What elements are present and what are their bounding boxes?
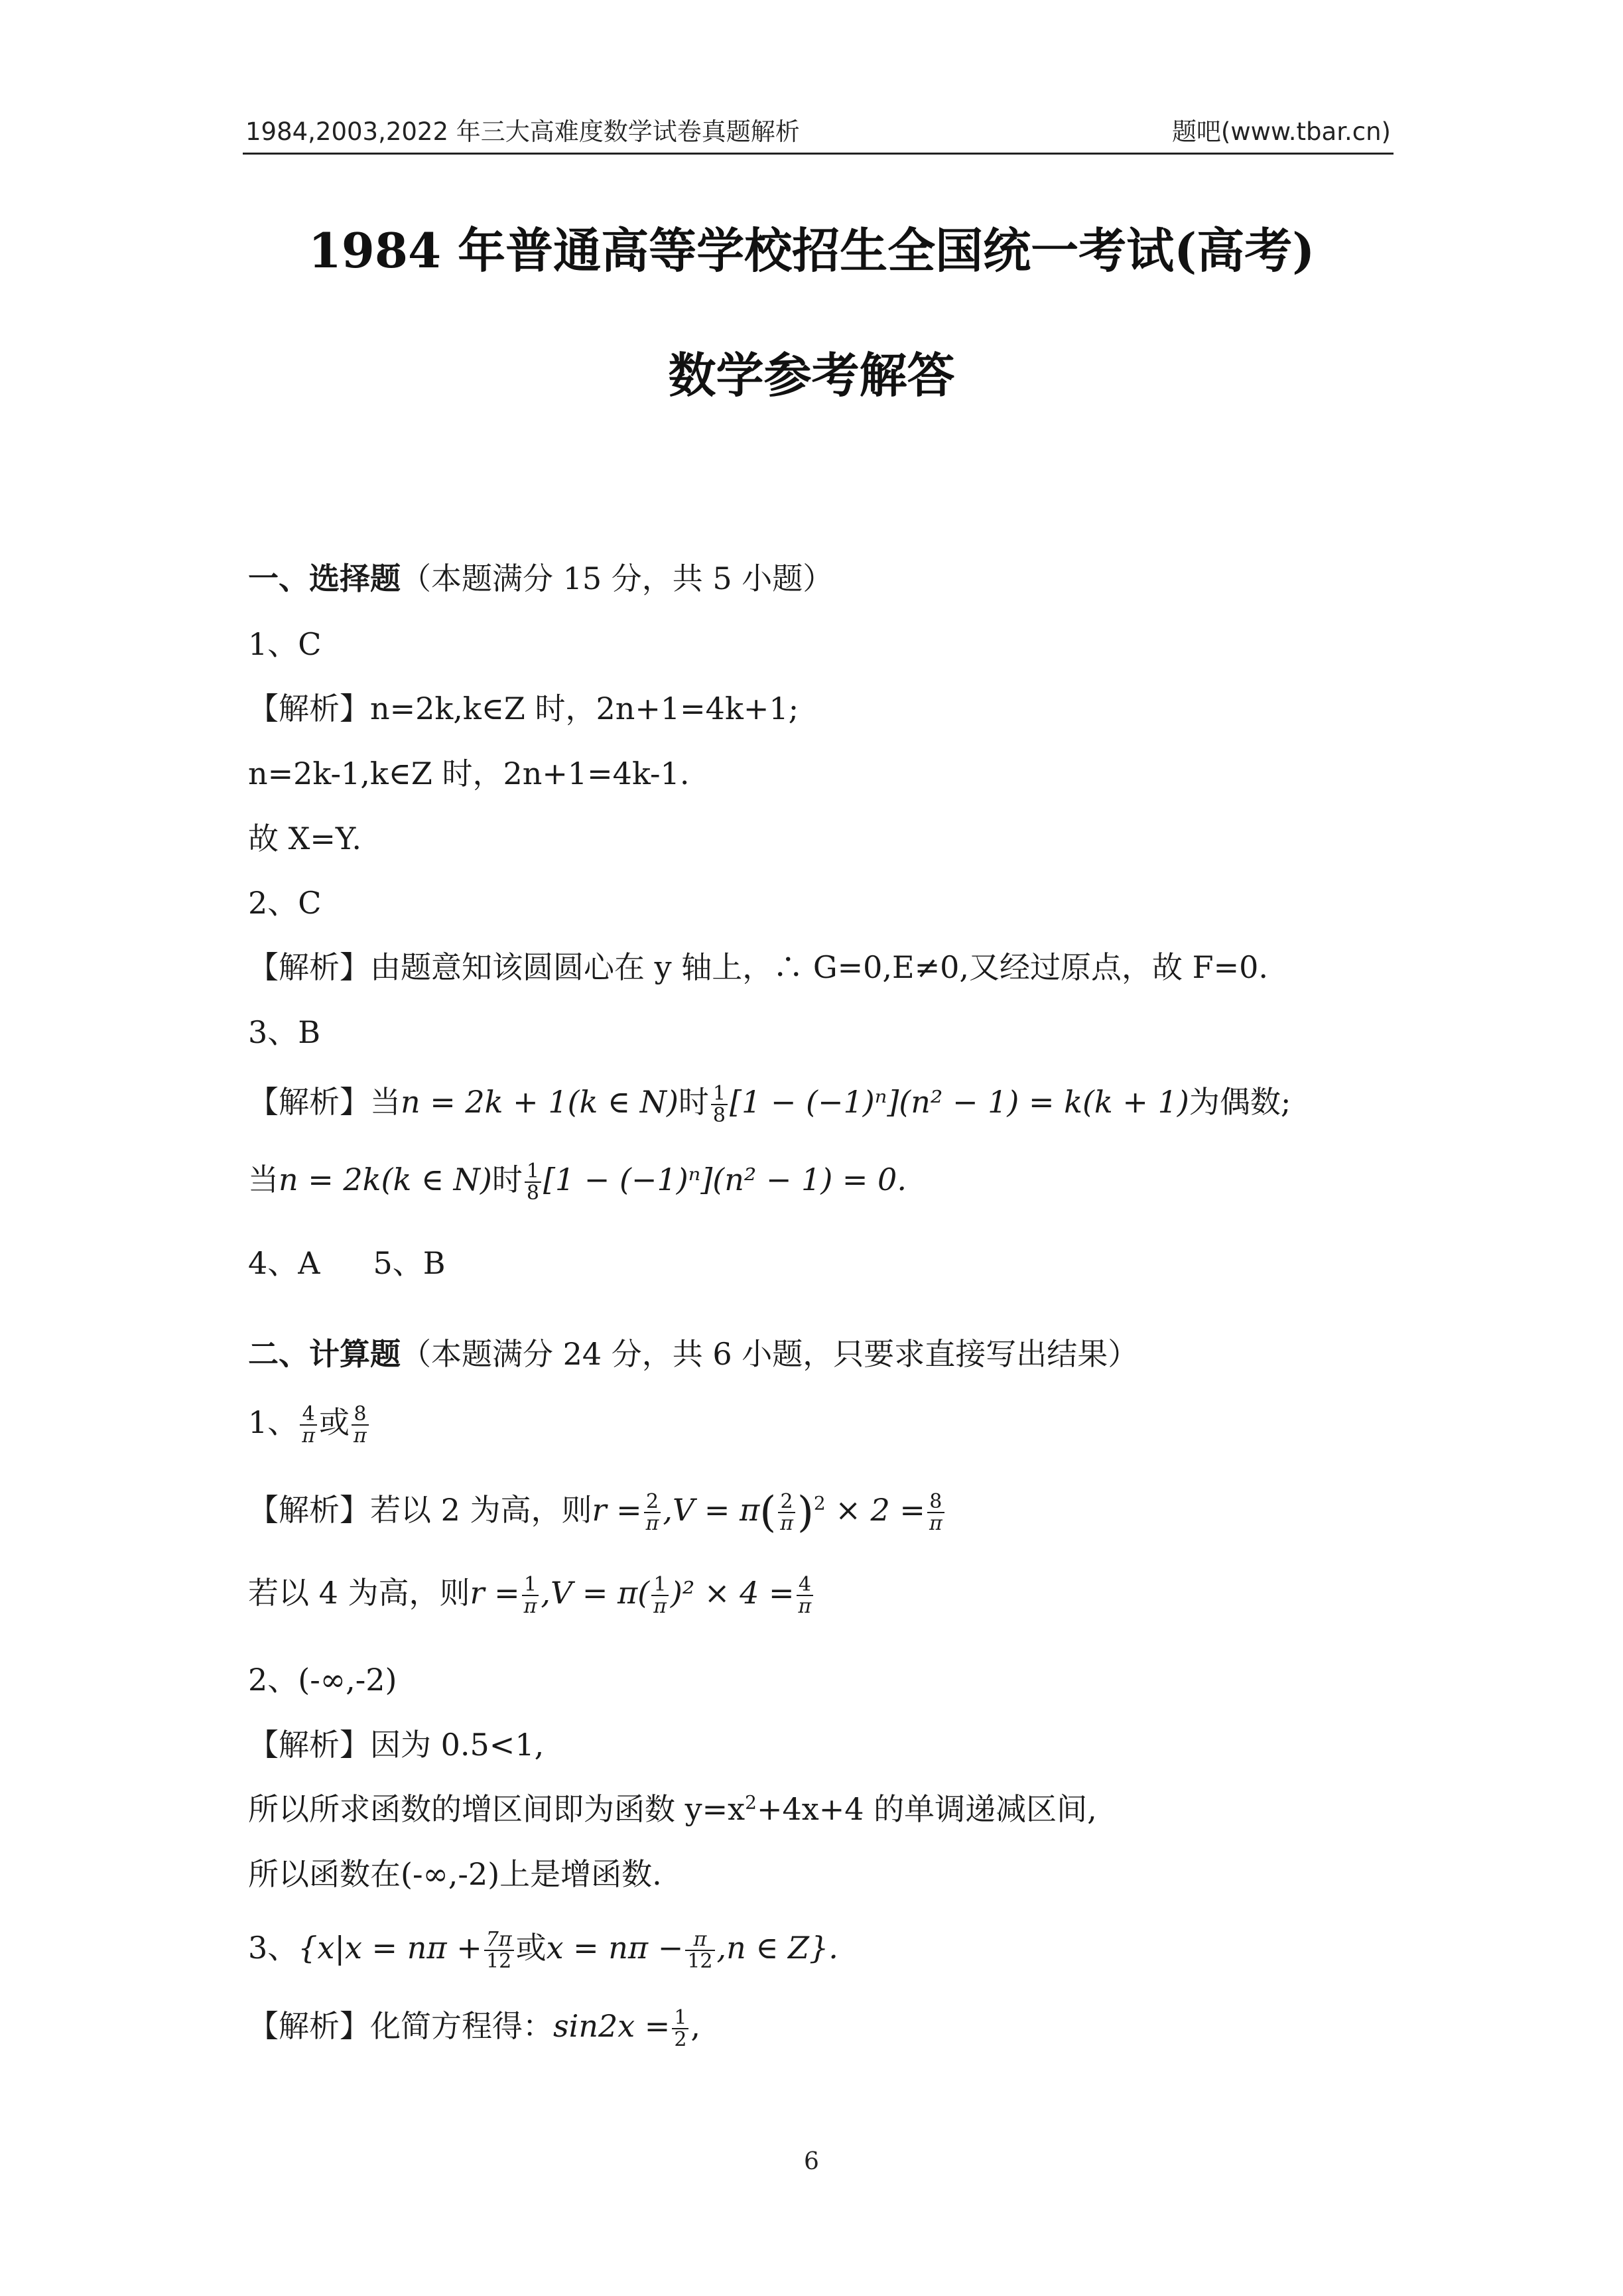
fraction — [525, 1161, 541, 1204]
text: +4x+4 的单调递减区间, — [756, 1791, 1097, 1827]
text: 或 — [515, 1930, 547, 1966]
fraction — [927, 1491, 944, 1534]
frac-den: 8 — [712, 1104, 726, 1127]
s2-q2-analysis — [248, 1721, 544, 1765]
text: 为偶数; — [1189, 1084, 1291, 1120]
math: r = — [592, 1492, 642, 1528]
frac-num: 8 — [352, 1404, 369, 1426]
text: 化简方程得： — [370, 2008, 553, 2044]
frac-den: π — [645, 1512, 659, 1535]
fraction — [352, 1404, 369, 1447]
s1-q4-q5-answers — [248, 1239, 446, 1283]
fraction — [651, 1574, 669, 1617]
frac-den: π — [929, 1512, 942, 1535]
main-title: 1984 年普通高等学校招生全国统一考试(高考) — [308, 222, 1315, 279]
analysis-label: 【解析】 — [248, 691, 370, 726]
text: 3、 — [248, 1930, 298, 1966]
s2-q1-analysis-line2 — [248, 1569, 815, 1617]
frac-num: 1 — [711, 1083, 728, 1106]
s1-q3-analysis — [248, 1078, 1291, 1126]
s1-q2-analysis — [248, 943, 1268, 987]
frac-den: 12 — [687, 1950, 713, 1973]
section1-note: （本题满分 15 分，共 5 小题） — [401, 561, 834, 596]
frac-num: 4 — [300, 1404, 317, 1426]
section2-heading — [248, 1330, 1138, 1374]
running-header — [245, 111, 1391, 147]
frac-num: 1 — [525, 1161, 541, 1183]
fraction — [778, 1491, 795, 1534]
header-right: 题吧(www.tbar.cn) — [1171, 117, 1391, 146]
frac-num: 8 — [927, 1491, 944, 1514]
analysis-label: 【解析】 — [248, 1084, 370, 1120]
frac-den: π — [653, 1595, 667, 1618]
s1-q1-analysis-line2: n=2k-1,k∈Z 时，2n+1=4k-1. — [248, 756, 690, 791]
text: 时 — [491, 1162, 523, 1197]
frac-den: 8 — [526, 1182, 539, 1205]
section1-heading — [248, 555, 833, 598]
frac-den: π — [302, 1424, 315, 1448]
analysis-text: n=2k,k∈Z 时，2n+1=4k+1; — [370, 691, 799, 726]
header-left: 1984,2003,2022 年三大高难度数学试卷真题解析 — [245, 117, 800, 146]
s2-q2-analysis-line3: 所以函数在(-∞,-2)上是增函数. — [248, 1856, 662, 1892]
s2-q1-analysis: 【解析】若以 2 为高，则r = $\frac{2}{\pi}$ ,V = π( $\frac{2}{\pi}$ )$^2$ × 2 = $\frac{8}{\pi}$ — [248, 1486, 946, 1537]
fraction — [711, 1083, 728, 1126]
frac-num: 1 — [672, 2007, 688, 2030]
math-expression: [1 − (−1)ⁿ](n² − 1) = 0. — [543, 1162, 907, 1197]
math: )² × 4 = — [670, 1575, 795, 1611]
math: ,n ∈ Z}. — [716, 1930, 838, 1966]
text: 或 — [319, 1404, 350, 1440]
frac-den: π — [354, 1424, 367, 1448]
text: 若以 2 为高，则 — [370, 1492, 592, 1528]
frac-den: π — [780, 1512, 793, 1535]
math: ,V = π — [663, 1492, 760, 1528]
math: x = nπ − — [546, 1930, 684, 1966]
fraction — [797, 1574, 814, 1617]
section1-title: 一、选择题 — [248, 561, 401, 596]
frac-den: 2 — [674, 2028, 687, 2051]
frac-den: 12 — [486, 1950, 512, 1973]
text: 1、 — [248, 1404, 298, 1440]
subtitle: 数学参考解答 — [668, 347, 955, 403]
frac-num: 1 — [651, 1574, 669, 1597]
superscript: 2 — [745, 1791, 757, 1814]
frac-num: 7π — [484, 1929, 514, 1952]
fraction — [685, 1929, 714, 1972]
analysis-label: 【解析】 — [248, 2008, 370, 2044]
math-expression: [1 − (−1)ⁿ](n² − 1) = k(k + 1) — [730, 1084, 1189, 1120]
frac-den: π — [523, 1595, 537, 1618]
section2-title: 二、计算题 — [248, 1336, 401, 1372]
math: sin2x = — [553, 2008, 671, 2044]
text: 当 — [370, 1084, 401, 1120]
math-condition: n = 2k + 1(k ∈ N) — [401, 1084, 679, 1120]
math: r = — [470, 1575, 520, 1611]
text: , — [690, 2008, 701, 2044]
analysis-label: 【解析】 — [248, 1727, 370, 1763]
frac-num: π — [685, 1929, 714, 1952]
frac-num: 1 — [522, 1574, 539, 1597]
s1-q3-analysis-line2 — [248, 1156, 907, 1204]
math-condition: n = 2k(k ∈ N) — [279, 1162, 492, 1197]
fraction — [672, 2007, 688, 2051]
s2-q3-analysis — [248, 2002, 700, 2051]
fraction — [484, 1929, 514, 1972]
paren: ( — [759, 1488, 777, 1537]
s1-q1-conclusion: 故 X=Y. — [248, 821, 361, 856]
text: 所以所求函数的增区间即为函数 y=x — [248, 1791, 746, 1827]
header-rule — [243, 153, 1394, 155]
math: × 2 = — [835, 1492, 925, 1528]
frac-num: 4 — [797, 1574, 814, 1597]
s1-q1-answer: 1、C — [248, 626, 322, 662]
analysis-text: 由题意知该圆圆心在 y 轴上，∴ G=0,E≠0,又经过原点，故 F=0. — [370, 949, 1269, 985]
fraction — [300, 1404, 317, 1447]
text: 若以 4 为高，则 — [248, 1575, 470, 1611]
analysis-label: 【解析】 — [248, 949, 370, 985]
section2-note: （本题满分 24 分，共 6 小题，只要求直接写出结果） — [401, 1336, 1139, 1372]
s1-q1-analysis — [248, 685, 799, 728]
answer-5: 5、B — [373, 1245, 446, 1281]
page-number: 6 — [804, 2148, 819, 2175]
math: ,V = π( — [541, 1575, 650, 1611]
s1-q3-answer: 3、B — [248, 1014, 321, 1050]
s1-q2-answer: 2、C — [248, 885, 322, 921]
s2-q2-analysis-line2 — [248, 1785, 1097, 1829]
text: 当 — [248, 1162, 279, 1197]
frac-den: π — [798, 1595, 812, 1618]
text: 时 — [678, 1084, 709, 1120]
s2-q1-answer — [248, 1398, 371, 1447]
fraction — [522, 1574, 539, 1617]
s2-q2-answer: 2、(-∞,-2) — [248, 1662, 397, 1698]
analysis-label: 【解析】 — [248, 1492, 370, 1528]
paren: ) — [797, 1488, 814, 1537]
math: {x|x = nπ + — [298, 1930, 482, 1966]
s2-q3-answer — [248, 1924, 838, 1972]
analysis-text: 因为 0.5<1, — [370, 1727, 545, 1763]
fraction — [644, 1491, 661, 1534]
answer-4: 4、A — [248, 1245, 320, 1281]
frac-num: 2 — [778, 1491, 795, 1514]
frac-num: 2 — [644, 1491, 661, 1514]
